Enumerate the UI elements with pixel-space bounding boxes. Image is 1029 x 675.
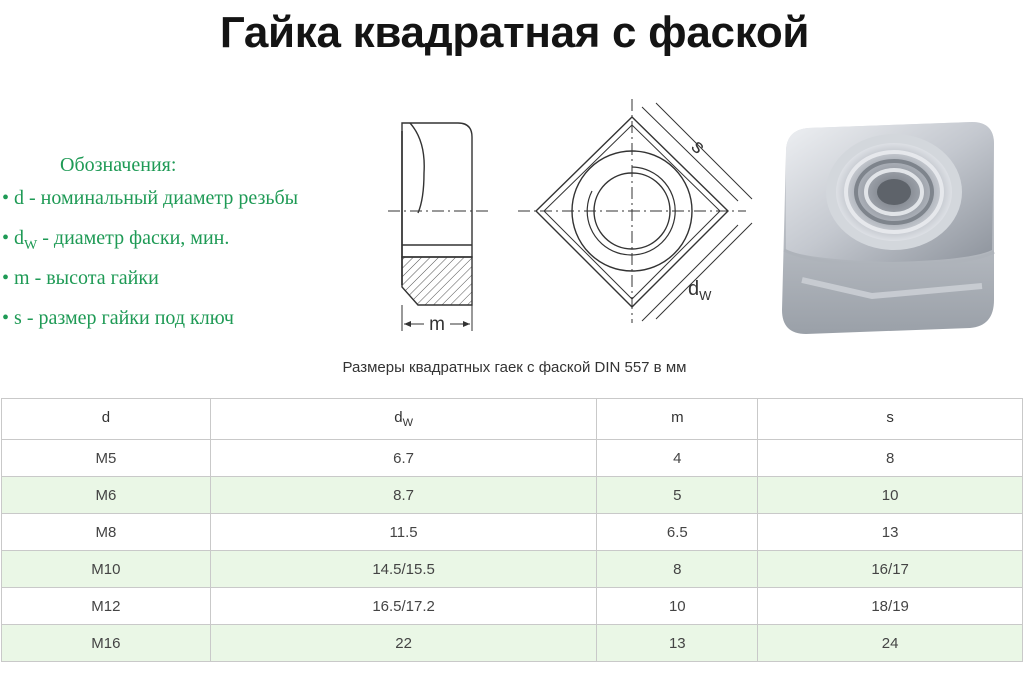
table-row	[2, 551, 1023, 588]
side-view	[388, 123, 488, 331]
cell-d: M8	[2, 514, 211, 551]
legend-item-dw	[0, 222, 380, 262]
bullet: •	[2, 267, 10, 289]
legend-symbol: d	[14, 227, 25, 249]
cell-d: M16	[2, 625, 211, 662]
nut-photo	[772, 100, 1012, 340]
cell-m: 6.5	[597, 514, 758, 551]
legend-symbol: d	[14, 187, 25, 209]
cell-m: 4	[597, 440, 758, 477]
cell-s: 10	[758, 477, 1023, 514]
dimension-label-dw	[688, 278, 712, 303]
legend-text: - высота гайки	[29, 267, 159, 289]
table-row	[2, 514, 1023, 551]
cell-dw: 11.5	[210, 514, 597, 551]
cell-d: M5	[2, 440, 211, 477]
legend-item-s	[0, 302, 380, 342]
dimension-label-m: m	[429, 314, 445, 335]
bullet: •	[2, 307, 10, 329]
cell-dw: 8.7	[210, 477, 597, 514]
cell-s: 24	[758, 625, 1023, 662]
cell-dw: 14.5/15.5	[210, 551, 597, 588]
cell-d: M10	[2, 551, 211, 588]
table-row	[2, 477, 1023, 514]
dw-main: d	[688, 278, 700, 300]
column-header-m: m	[597, 399, 758, 440]
column-header-dw: $d_W$	[210, 399, 597, 440]
legend-item-m	[0, 262, 380, 302]
table-caption: Размеры квадратных гаек с фаской DIN 557 в мм	[342, 359, 687, 376]
cell-dw: 22	[210, 625, 597, 662]
cell-d: M12	[2, 588, 211, 625]
column-header-s: s	[758, 399, 1023, 440]
cell-m: 5	[597, 477, 758, 514]
bullet: •	[2, 187, 10, 209]
top-view	[518, 99, 752, 323]
cell-s: 18/19	[758, 588, 1023, 625]
cell-s: 8	[758, 440, 1023, 477]
cell-s: 13	[758, 514, 1023, 551]
table-row	[2, 625, 1023, 662]
cell-dw: 16.5/17.2	[210, 588, 597, 625]
cell-s: 16/17	[758, 551, 1023, 588]
legend-item-d	[0, 182, 380, 222]
page-title: Гайка квадратная с фаской	[219, 8, 810, 57]
designations-legend	[0, 150, 380, 342]
cell-m: 13	[597, 625, 758, 662]
dw-sub: W	[699, 288, 712, 303]
dimensions-table	[1, 398, 1023, 662]
legend-heading: Обозначения:	[60, 154, 177, 176]
table-row	[2, 588, 1023, 625]
cell-d: M6	[2, 477, 211, 514]
dimension-label-s: s	[686, 135, 710, 159]
cell-m: 8	[597, 551, 758, 588]
legend-symbol: m	[14, 267, 30, 289]
legend-symbol: s	[14, 307, 22, 329]
legend-text: - диаметр фаски, мин.	[37, 227, 230, 249]
table-header-row	[2, 399, 1023, 440]
legend-symbol-sub: W	[24, 238, 38, 253]
bullet: •	[2, 227, 10, 249]
legend-text: - номинальный диаметр резьбы	[24, 187, 299, 209]
table-row	[2, 440, 1023, 477]
column-header-d: d	[2, 399, 211, 440]
nut-body	[782, 122, 994, 334]
technical-drawing	[380, 95, 760, 340]
cell-m: 10	[597, 588, 758, 625]
legend-text: - размер гайки под ключ	[21, 307, 234, 329]
cell-dw: 6.7	[210, 440, 597, 477]
